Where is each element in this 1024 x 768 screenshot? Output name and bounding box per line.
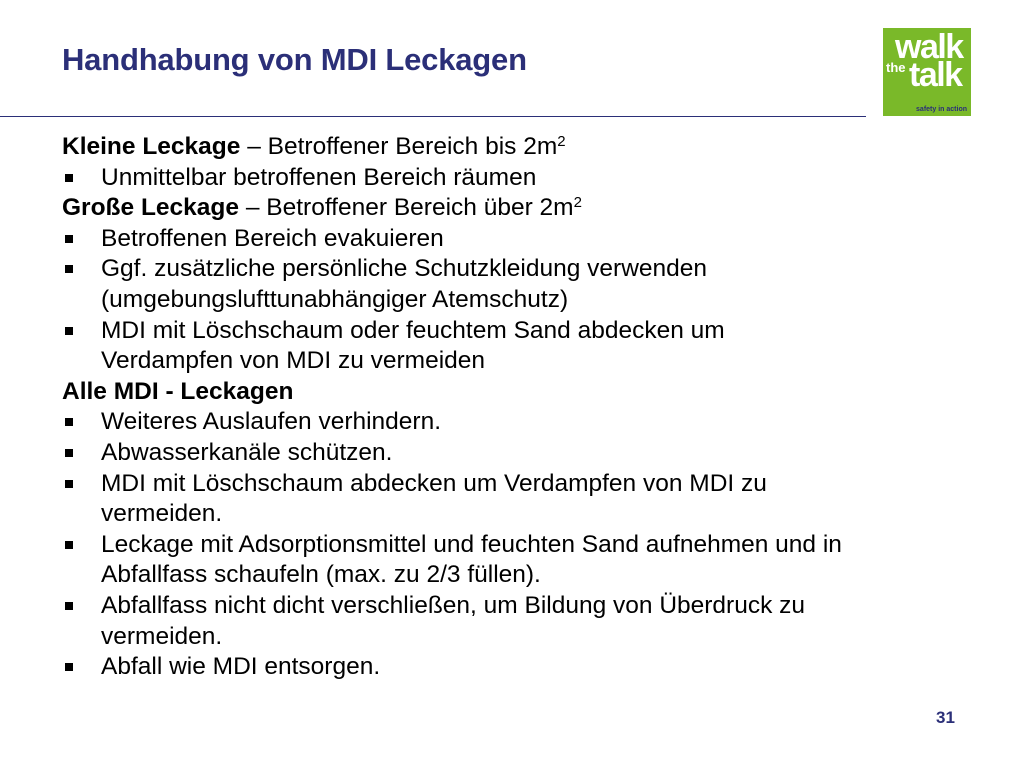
section-heading (62, 132, 982, 163)
bullet-line: Abfallfass schaufeln (max. zu 2/3 füllen). (101, 561, 541, 589)
bullet-line: Betroffenen Bereich evakuieren (101, 224, 444, 252)
section-heading-bold: Kleine Leckage (62, 133, 241, 160)
bullet-line: (umgebungslufttunabhängiger Atemschutz) (101, 285, 569, 313)
superscript: 2 (573, 194, 582, 212)
bullet-item (62, 438, 982, 469)
square-bullet-icon (65, 602, 73, 610)
square-bullet-icon (65, 235, 73, 243)
square-bullet-icon (65, 663, 73, 671)
bullet-item (62, 591, 982, 652)
bullet-item (62, 469, 982, 530)
square-bullet-icon (65, 265, 73, 273)
bullet-item (62, 407, 982, 438)
bullet-line: Unmittelbar betroffenen Bereich räumen (101, 163, 537, 191)
bullet-item (62, 163, 982, 194)
page-number: 31 (936, 708, 955, 727)
bullet-line: vermeiden. (101, 622, 223, 650)
bullet-line: MDI mit Löschschaum oder feuchtem Sand abdecken um (101, 316, 725, 344)
logo-tagline: safety in action (916, 106, 967, 113)
slide-title: Handhabung von MDI Leckagen (62, 42, 527, 77)
bullet-line: Abwasserkanäle schützen. (101, 438, 393, 466)
section-heading-bold: Große Leckage (62, 194, 240, 222)
bullet-line: Verdampfen von MDI zu vermeiden (101, 347, 486, 375)
bullet-item (62, 652, 982, 683)
square-bullet-icon (65, 327, 73, 335)
bullet-line: Ggf. zusätzliche persönliche Schutzkleidung verwenden (101, 255, 708, 283)
square-bullet-icon (65, 449, 73, 457)
section-heading (62, 193, 982, 224)
bullet-line: Abfallfass nicht dicht verschließen, um Bildung von Überdruck zu (101, 591, 806, 619)
bullet-line: vermeiden. (101, 500, 223, 528)
square-bullet-icon (65, 418, 73, 426)
walk-the-talk-logo (883, 28, 971, 116)
bullet-line: Weiteres Auslaufen verhindern. (101, 408, 442, 436)
slide-body (62, 132, 982, 683)
bullet-item (62, 254, 982, 315)
bullet-item (62, 316, 982, 377)
section-heading-bold: Alle MDI - Leckagen (62, 377, 294, 405)
bullet-line: MDI mit Löschschaum abdecken um Verdampfen von MDI zu (101, 469, 767, 497)
logo-word-talk: talk (909, 56, 962, 94)
section-heading-detail: – Betroffener Bereich über 2m (239, 194, 574, 222)
bullet-line: Abfall wie MDI entsorgen. (101, 653, 381, 681)
square-bullet-icon (65, 541, 73, 549)
logo-word-walk: walk (895, 28, 963, 66)
superscript: 2 (557, 133, 566, 150)
title-divider (0, 116, 866, 117)
section-heading-detail: – Betroffener Bereich bis 2m (240, 133, 558, 160)
bullet-item (62, 530, 982, 591)
logo-word-the: the (886, 60, 906, 75)
square-bullet-icon (65, 480, 73, 488)
bullet-line: Leckage mit Adsorptionsmittel und feuchten Sand aufnehmen und in (101, 530, 842, 558)
square-bullet-icon (65, 174, 73, 182)
bullet-item (62, 224, 982, 255)
section-heading (62, 377, 982, 408)
